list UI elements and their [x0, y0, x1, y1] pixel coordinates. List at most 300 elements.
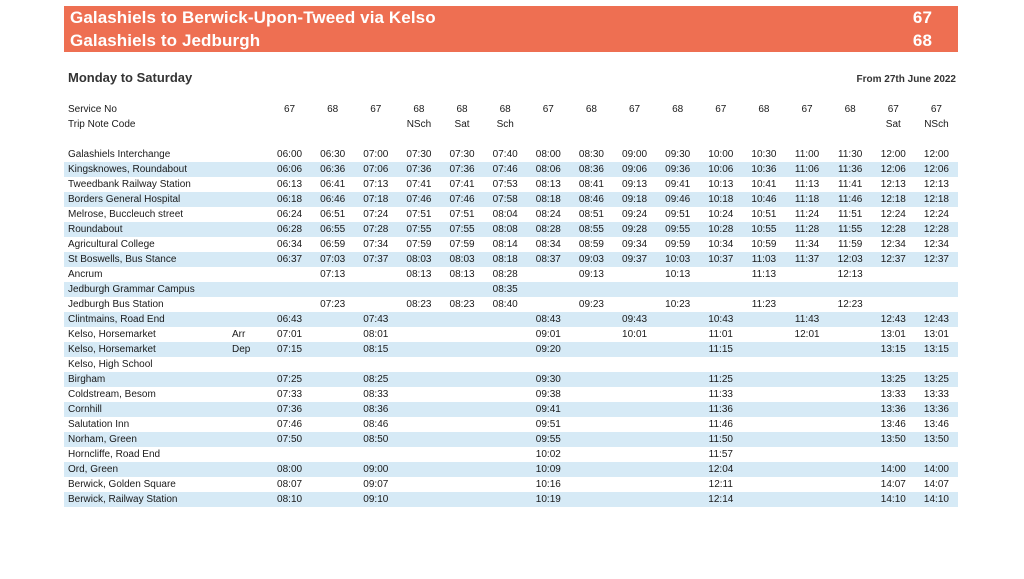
stop-row — [64, 252, 958, 267]
stop-row — [64, 162, 958, 177]
departure-time — [397, 372, 440, 387]
departure-time: 07:55 — [397, 222, 440, 237]
departure-time: 09:06 — [613, 162, 656, 177]
departure-time: 06:13 — [277, 179, 303, 190]
arr-dep-marker — [230, 432, 268, 447]
departure-time: 10:46 — [742, 192, 785, 207]
departure-time — [441, 372, 484, 387]
departure-time — [441, 432, 484, 447]
departure-time: 08:03 — [441, 252, 484, 267]
departure-time — [570, 477, 613, 492]
arr-dep-marker — [230, 417, 268, 432]
departure-time: 12:23 — [837, 299, 863, 310]
departure-time: 10:18 — [699, 192, 742, 207]
departure-time: 07:36 — [397, 162, 440, 177]
departure-time: 11:50 — [699, 432, 742, 447]
departure-time — [613, 372, 656, 387]
departure-time: 08:43 — [527, 312, 570, 327]
departure-time — [311, 342, 354, 357]
departure-time — [397, 282, 440, 297]
departure-time: 06:46 — [311, 192, 354, 207]
departure-time: 12:24 — [923, 209, 949, 220]
departure-time — [484, 387, 527, 402]
departure-time: 07:25 — [268, 372, 311, 387]
departure-time: 10:06 — [699, 162, 742, 177]
departure-time — [699, 267, 742, 282]
departure-time: 12:24 — [880, 209, 906, 220]
departure-time: 09:30 — [665, 149, 691, 160]
stop-name: Jedburgh Bus Station — [68, 299, 164, 310]
trip-note-label: Trip Note Code — [68, 119, 136, 130]
departure-time: 09:55 — [527, 432, 570, 447]
departure-time — [441, 342, 484, 357]
departure-time: 12:37 — [915, 252, 958, 267]
departure-time — [786, 357, 829, 372]
departure-time: 07:06 — [354, 162, 397, 177]
departure-time: 10:41 — [751, 179, 777, 190]
departure-time — [527, 357, 570, 372]
departure-time: 07:51 — [449, 209, 475, 220]
service-number: 68 — [413, 104, 425, 115]
service-number: 67 — [370, 104, 382, 115]
service-number: 67 — [284, 104, 296, 115]
departure-time: 06:06 — [268, 162, 311, 177]
departure-time: 10:28 — [699, 222, 742, 237]
departure-time — [786, 372, 829, 387]
route-67-number: 67 — [912, 8, 932, 27]
operating-days: Monday to Saturday — [68, 70, 193, 85]
stop-row — [64, 237, 958, 252]
departure-time — [441, 387, 484, 402]
departure-time: 08:06 — [527, 162, 570, 177]
departure-time — [570, 417, 613, 432]
departure-time — [311, 327, 354, 342]
service-number: 68 — [672, 104, 684, 115]
departure-time: 09:13 — [578, 269, 604, 280]
arr-dep-marker — [230, 252, 268, 267]
arr-dep-marker — [230, 237, 268, 252]
departure-time: 12:13 — [880, 179, 906, 190]
departure-time: 11:33 — [708, 389, 733, 400]
departure-time — [742, 432, 785, 447]
departure-time: 06:34 — [277, 239, 303, 250]
departure-time — [786, 402, 829, 417]
arr-dep-marker: Dep — [230, 342, 268, 357]
departure-time — [311, 357, 354, 372]
route-68-title: Galashiels to Jedburgh — [70, 31, 261, 50]
departure-time — [656, 417, 699, 432]
trip-note-code: NSch — [924, 119, 949, 130]
departure-time: 11:41 — [838, 179, 863, 190]
departure-time — [613, 492, 656, 507]
departure-time — [915, 447, 958, 462]
trip-note-code — [570, 117, 613, 132]
departure-time — [742, 312, 785, 327]
departure-time — [656, 492, 699, 507]
departure-time: 08:46 — [363, 419, 389, 430]
departure-time — [872, 282, 915, 297]
departure-time — [829, 312, 872, 327]
departure-time — [786, 447, 829, 462]
stop-row — [64, 222, 958, 237]
departure-time: 08:18 — [527, 192, 570, 207]
departure-time: 10:37 — [699, 252, 742, 267]
departure-time — [311, 417, 354, 432]
departure-time — [656, 447, 699, 462]
departure-time: 06:37 — [268, 252, 311, 267]
arr-dep-marker — [230, 447, 268, 462]
departure-time — [311, 492, 354, 507]
stop-name: Roundabout — [64, 222, 230, 237]
departure-time: 06:28 — [268, 222, 311, 237]
stop-name: Borders General Hospital — [64, 192, 230, 207]
departure-time: 13:50 — [915, 432, 958, 447]
departure-time: 08:34 — [535, 239, 561, 250]
departure-time — [570, 387, 613, 402]
stop-name: Jedburgh Grammar Campus — [64, 282, 230, 297]
departure-time — [829, 432, 872, 447]
departure-time: 08:23 — [406, 299, 432, 310]
departure-time — [829, 387, 872, 402]
departure-time: 07:15 — [268, 342, 311, 357]
departure-time: 09:30 — [527, 372, 570, 387]
departure-time — [742, 462, 785, 477]
arr-dep-marker — [230, 297, 268, 312]
departure-time — [829, 327, 872, 342]
departure-time — [656, 357, 699, 372]
departure-time: 07:46 — [484, 162, 527, 177]
departure-time: 12:00 — [880, 149, 906, 160]
departure-time — [742, 282, 785, 297]
departure-time — [354, 282, 397, 297]
departure-time: 13:50 — [872, 432, 915, 447]
departure-time: 08:24 — [535, 209, 561, 220]
departure-time: 13:33 — [923, 389, 949, 400]
arr-dep-marker — [230, 282, 268, 297]
departure-time — [915, 282, 958, 297]
departure-time: 07:34 — [363, 239, 389, 250]
departure-time — [915, 267, 958, 282]
departure-time: 09:00 — [354, 462, 397, 477]
departure-time: 08:37 — [527, 252, 570, 267]
departure-time: 08:00 — [268, 462, 311, 477]
departure-time: 11:59 — [838, 239, 863, 250]
stop-row — [64, 477, 958, 492]
trip-note-row — [64, 117, 958, 132]
departure-time: 12:01 — [794, 329, 820, 340]
departure-time — [397, 402, 440, 417]
departure-time — [656, 432, 699, 447]
stop-row — [64, 447, 958, 462]
arr-dep-marker — [230, 372, 268, 387]
arr-dep-marker — [230, 312, 268, 327]
departure-time: 09:28 — [613, 222, 656, 237]
departure-time: 10:43 — [699, 312, 742, 327]
departure-time: 08:51 — [578, 209, 604, 220]
departure-time — [699, 357, 742, 372]
trip-note-code: Sat — [454, 119, 470, 130]
departure-time — [484, 432, 527, 447]
service-number: 67 — [715, 104, 727, 115]
departure-time — [484, 357, 527, 372]
departure-time: 14:07 — [880, 479, 906, 490]
departure-time: 08:03 — [397, 252, 440, 267]
departure-time — [484, 327, 527, 342]
trip-note-code — [786, 117, 829, 132]
departure-time: 13:25 — [872, 372, 915, 387]
departure-time — [613, 282, 656, 297]
departure-time: 10:24 — [708, 209, 734, 220]
departure-time: 08:59 — [578, 239, 604, 250]
departure-time: 11:00 — [794, 149, 820, 160]
departure-time — [570, 327, 613, 342]
departure-time: 10:36 — [742, 162, 785, 177]
departure-time — [570, 357, 613, 372]
arr-dep-marker — [230, 477, 268, 492]
departure-time: 06:00 — [277, 149, 303, 160]
departure-time — [397, 312, 440, 327]
departure-time: 07:40 — [492, 149, 518, 160]
departure-time: 10:30 — [751, 149, 777, 160]
departure-time — [311, 387, 354, 402]
departure-time: 11:23 — [751, 299, 777, 310]
departure-time — [397, 492, 440, 507]
departure-time: 11:43 — [786, 312, 829, 327]
route-68-number: 68 — [912, 31, 932, 50]
departure-time: 10:02 — [535, 449, 561, 460]
departure-time — [484, 312, 527, 327]
departure-time: 08:28 — [527, 222, 570, 237]
departure-time: 09:41 — [527, 402, 570, 417]
arr-dep-marker — [230, 177, 268, 192]
departure-time — [397, 462, 440, 477]
departure-time — [397, 477, 440, 492]
departure-time: 11:25 — [699, 372, 742, 387]
departure-time — [656, 372, 699, 387]
departure-time — [268, 447, 311, 462]
departure-time — [656, 477, 699, 492]
departure-time: 08:07 — [277, 479, 303, 490]
departure-time: 07:53 — [492, 179, 518, 190]
departure-time: 09:24 — [622, 209, 648, 220]
departure-time: 11:18 — [786, 192, 829, 207]
departure-time: 07:37 — [354, 252, 397, 267]
departure-time: 06:36 — [311, 162, 354, 177]
departure-time — [915, 357, 958, 372]
departure-time — [829, 492, 872, 507]
service-number: 67 — [801, 104, 813, 115]
departure-time — [484, 492, 527, 507]
service-number: 67 — [629, 104, 641, 115]
service-number: 68 — [585, 104, 597, 115]
departure-time: 06:59 — [320, 239, 346, 250]
departure-time: 12:34 — [923, 239, 949, 250]
departure-time: 07:23 — [320, 299, 346, 310]
departure-time: 12:28 — [915, 222, 958, 237]
departure-time — [613, 402, 656, 417]
departure-time: 12:18 — [872, 192, 915, 207]
departure-time: 12:11 — [708, 479, 733, 490]
departure-time: 07:03 — [311, 252, 354, 267]
departure-time — [656, 342, 699, 357]
timetable-subheader — [68, 70, 956, 85]
trip-note-code: Sat — [885, 119, 901, 130]
stop-row — [64, 147, 958, 162]
departure-time — [656, 327, 699, 342]
departure-time — [311, 282, 354, 297]
departure-time: 07:59 — [406, 239, 432, 250]
departure-time: 07:00 — [363, 149, 389, 160]
departure-time: 08:50 — [354, 432, 397, 447]
departure-time — [656, 387, 699, 402]
trip-note-code — [268, 117, 311, 132]
service-number: 68 — [844, 104, 856, 115]
departure-time — [613, 432, 656, 447]
departure-time: 12:14 — [699, 492, 742, 507]
departure-time: 12:03 — [829, 252, 872, 267]
departure-time: 10:55 — [742, 222, 785, 237]
departure-time: 07:18 — [354, 192, 397, 207]
stop-row — [64, 372, 958, 387]
departure-time: 11:13 — [751, 269, 777, 280]
departure-time: 06:24 — [277, 209, 303, 220]
departure-time — [311, 477, 354, 492]
trip-note-code — [656, 117, 699, 132]
departure-time — [613, 387, 656, 402]
departure-time: 13:46 — [880, 419, 906, 430]
departure-time — [441, 402, 484, 417]
departure-time: 12:13 — [923, 179, 949, 190]
arr-dep-marker — [230, 222, 268, 237]
departure-time — [742, 477, 785, 492]
departure-time — [656, 282, 699, 297]
departure-time — [829, 477, 872, 492]
departure-time: 12:06 — [872, 162, 915, 177]
spacer-cell — [230, 117, 268, 132]
departure-time — [742, 327, 785, 342]
trip-note-code — [527, 117, 570, 132]
departure-time — [656, 402, 699, 417]
departure-time: 09:10 — [354, 492, 397, 507]
departure-time — [872, 267, 915, 282]
service-number: 68 — [456, 104, 468, 115]
departure-time: 12:00 — [923, 149, 949, 160]
stop-name: Clintmains, Road End — [64, 312, 230, 327]
departure-time: 08:01 — [363, 329, 389, 340]
departure-time: 09:41 — [665, 179, 691, 190]
departure-time: 09:51 — [535, 419, 561, 430]
departure-time — [397, 327, 440, 342]
departure-time: 11:36 — [699, 402, 742, 417]
departure-time: 10:23 — [665, 299, 691, 310]
departure-time: 12:18 — [915, 192, 958, 207]
departure-time — [613, 267, 656, 282]
departure-time: 07:24 — [363, 209, 389, 220]
departure-time — [484, 447, 527, 462]
departure-time — [656, 312, 699, 327]
departure-time — [786, 417, 829, 432]
stop-row — [64, 462, 958, 477]
departure-time — [484, 342, 527, 357]
departure-time: 09:51 — [665, 209, 691, 220]
departure-time — [484, 477, 527, 492]
service-number-label: Service No — [68, 104, 117, 115]
arr-dep-marker — [230, 462, 268, 477]
departure-time — [613, 342, 656, 357]
departure-time: 13:36 — [915, 402, 958, 417]
departure-time — [829, 447, 872, 462]
departure-time: 10:09 — [527, 462, 570, 477]
departure-time — [613, 477, 656, 492]
arr-dep-marker — [230, 357, 268, 372]
arr-dep-marker — [230, 402, 268, 417]
service-number: 68 — [327, 104, 339, 115]
trip-note-code — [613, 117, 656, 132]
departure-time: 13:25 — [915, 372, 958, 387]
departure-time — [699, 282, 742, 297]
departure-time — [441, 477, 484, 492]
stop-row — [64, 432, 958, 447]
departure-time — [484, 372, 527, 387]
arr-dep-marker — [230, 387, 268, 402]
departure-time — [527, 297, 570, 312]
departure-time: 08:33 — [363, 389, 389, 400]
arr-dep-marker — [230, 492, 268, 507]
departure-time: 08:08 — [484, 222, 527, 237]
departure-time — [829, 402, 872, 417]
departure-time: 11:01 — [708, 329, 733, 340]
departure-time: 12:37 — [872, 252, 915, 267]
departure-time — [570, 342, 613, 357]
departure-time — [441, 492, 484, 507]
departure-time — [742, 402, 785, 417]
trip-note-code: Sch — [496, 119, 514, 130]
departure-time — [354, 447, 397, 462]
departure-time — [570, 312, 613, 327]
departure-time — [829, 462, 872, 477]
stop-name: Salutation Inn — [68, 419, 130, 430]
departure-time — [441, 282, 484, 297]
departure-time: 08:00 — [535, 149, 561, 160]
stop-row — [64, 357, 958, 372]
departure-time: 07:58 — [484, 192, 527, 207]
departure-time: 12:06 — [915, 162, 958, 177]
departure-time: 11:15 — [699, 342, 742, 357]
departure-time — [397, 417, 440, 432]
departure-time — [441, 357, 484, 372]
departure-time — [354, 297, 397, 312]
departure-time: 06:18 — [268, 192, 311, 207]
departure-time — [570, 432, 613, 447]
departure-time: 09:36 — [656, 162, 699, 177]
departure-time: 08:18 — [484, 252, 527, 267]
departure-time — [441, 462, 484, 477]
departure-time: 09:03 — [570, 252, 613, 267]
departure-time: 07:43 — [354, 312, 397, 327]
departure-time — [441, 447, 484, 462]
departure-time — [786, 297, 829, 312]
departure-time: 13:01 — [923, 329, 949, 340]
departure-time: 07:46 — [441, 192, 484, 207]
stop-row — [64, 417, 958, 432]
departure-time — [268, 357, 311, 372]
departure-time: 12:43 — [915, 312, 958, 327]
stop-name: Coldstream, Besom — [68, 389, 156, 400]
departure-time — [484, 402, 527, 417]
departure-time — [656, 462, 699, 477]
header-gap — [64, 132, 958, 147]
departure-time: 10:01 — [622, 329, 648, 340]
